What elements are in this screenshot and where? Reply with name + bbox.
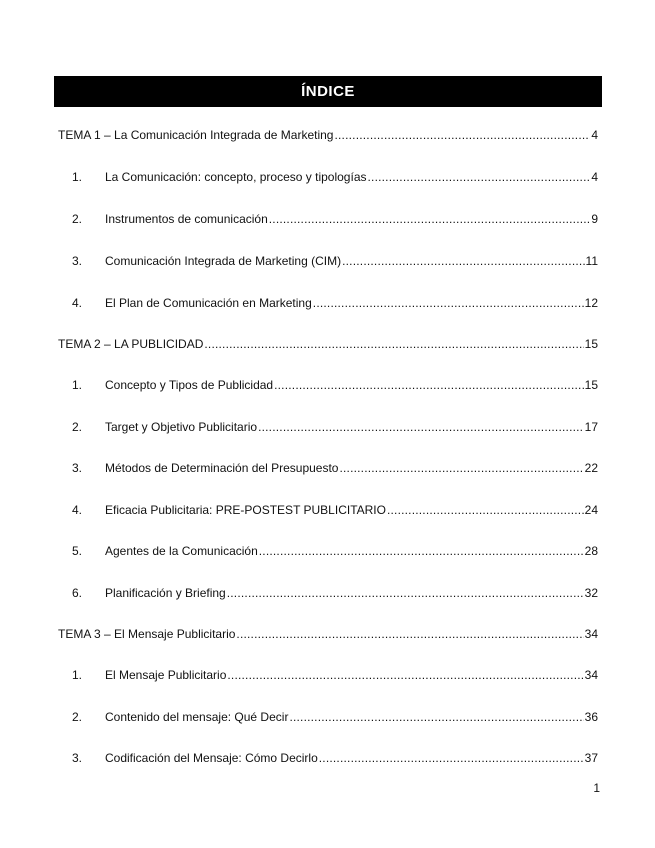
- toc-entry-number: 2.: [72, 212, 83, 226]
- toc-entry-page: 11: [585, 254, 598, 268]
- toc-entry-number: 4.: [72, 503, 83, 517]
- toc-entry-page: 15: [584, 337, 598, 351]
- toc-dot-leader: [342, 254, 584, 268]
- toc-dot-leader: [334, 128, 590, 142]
- toc-subtopic-entry[interactable]: [72, 503, 598, 517]
- toc-entry-number: 1.: [72, 170, 83, 184]
- toc-dot-leader: [368, 170, 591, 184]
- toc-entry-title: Contenido del mensaje: Qué Decir: [105, 710, 289, 724]
- toc-entry-page: 34: [584, 668, 598, 682]
- toc-subtopic-entry[interactable]: [72, 420, 598, 434]
- toc-subtopic-entry[interactable]: [72, 668, 598, 682]
- toc-entry-page: 4: [591, 170, 598, 184]
- toc-dot-leader: [227, 586, 584, 600]
- toc-dot-leader: [313, 296, 584, 310]
- toc-entry-title: Métodos de Determinación del Presupuesto: [105, 461, 339, 475]
- toc-entry-page: 32: [584, 586, 598, 600]
- toc-subtopic-entry[interactable]: [72, 378, 598, 392]
- toc-subtopic-entry[interactable]: [72, 586, 598, 600]
- toc-entry-title: Comunicación Integrada de Marketing (CIM): [105, 254, 342, 268]
- toc-entry-page: 34: [584, 627, 598, 641]
- toc-entry-title: El Mensaje Publicitario: [105, 668, 227, 682]
- toc-dot-leader: [204, 337, 583, 351]
- toc-entry-page: 12: [584, 296, 598, 310]
- toc-entry-page: 37: [584, 751, 598, 765]
- toc-entry-number: 2.: [72, 710, 83, 724]
- toc-entry-number: 1.: [72, 668, 83, 682]
- toc-dot-leader: [236, 627, 583, 641]
- toc-entry-number: 3.: [72, 254, 83, 268]
- toc-subtopic-entry[interactable]: [72, 212, 598, 226]
- toc-entry-page: 15: [584, 378, 598, 392]
- toc-entry-title: TEMA 1 – La Comunicación Integrada de Marketing: [58, 128, 334, 142]
- index-header: [54, 76, 602, 107]
- toc-entry-number: 5.: [72, 544, 83, 558]
- toc-dot-leader: [319, 751, 584, 765]
- toc-entry-title: La Comunicación: concepto, proceso y tipologías: [105, 170, 367, 184]
- toc-entry-number: 3.: [72, 461, 83, 475]
- toc-entry-title: Eficacia Publicitaria: PRE-POSTEST PUBLICITARIO: [105, 503, 386, 517]
- toc-entry-page: 17: [584, 420, 598, 434]
- toc-entry-page: 9: [591, 212, 598, 226]
- toc-entry-page: 22: [584, 461, 598, 475]
- toc-subtopic-entry[interactable]: [72, 461, 598, 475]
- toc-entry-number: 2.: [72, 420, 83, 434]
- index-title: ÍNDICE: [301, 83, 355, 100]
- toc-entry-number: 4.: [72, 296, 83, 310]
- toc-dot-leader: [258, 420, 584, 434]
- toc-entry-number: 1.: [72, 378, 83, 392]
- toc-subtopic-entry[interactable]: [72, 254, 598, 268]
- toc-entry-title: Concepto y Tipos de Publicidad: [105, 378, 274, 392]
- toc-entry-title: Target y Objetivo Publicitario: [105, 420, 258, 434]
- toc-subtopic-entry[interactable]: [72, 751, 598, 765]
- toc-entry-title: Codificación del Mensaje: Cómo Decirlo: [105, 751, 318, 765]
- toc-subtopic-entry[interactable]: [72, 544, 598, 558]
- toc-subtopic-entry[interactable]: [72, 170, 598, 184]
- toc-dot-leader: [387, 503, 584, 517]
- toc-dot-leader: [274, 378, 584, 392]
- toc-entry-title: Planificación y Briefing: [105, 586, 226, 600]
- page-number: 1: [593, 781, 600, 795]
- toc-dot-leader: [269, 212, 591, 226]
- toc-topic-entry[interactable]: [58, 337, 598, 351]
- toc-entry-title: Instrumentos de comunicación: [105, 212, 268, 226]
- toc-entry-page: 28: [584, 544, 598, 558]
- toc-topic-entry[interactable]: [58, 128, 598, 142]
- toc-entry-page: 4: [591, 128, 598, 142]
- toc-entry-title: El Plan de Comunicación en Marketing: [105, 296, 312, 310]
- toc-entry-title: TEMA 3 – El Mensaje Publicitario: [58, 627, 236, 641]
- toc-entry-number: 3.: [72, 751, 83, 765]
- toc-dot-leader: [289, 710, 583, 724]
- toc-entry-title: Agentes de la Comunicación: [105, 544, 258, 558]
- toc-entry-page: 36: [584, 710, 598, 724]
- toc-dot-leader: [227, 668, 583, 682]
- toc-entry-title: TEMA 2 – LA PUBLICIDAD: [58, 337, 204, 351]
- toc-topic-entry[interactable]: [58, 627, 598, 641]
- toc-subtopic-entry[interactable]: [72, 296, 598, 310]
- toc-dot-leader: [259, 544, 584, 558]
- toc-dot-leader: [339, 461, 583, 475]
- toc-entry-number: 6.: [72, 586, 83, 600]
- toc-subtopic-entry[interactable]: [72, 710, 598, 724]
- toc-entry-page: 24: [584, 503, 598, 517]
